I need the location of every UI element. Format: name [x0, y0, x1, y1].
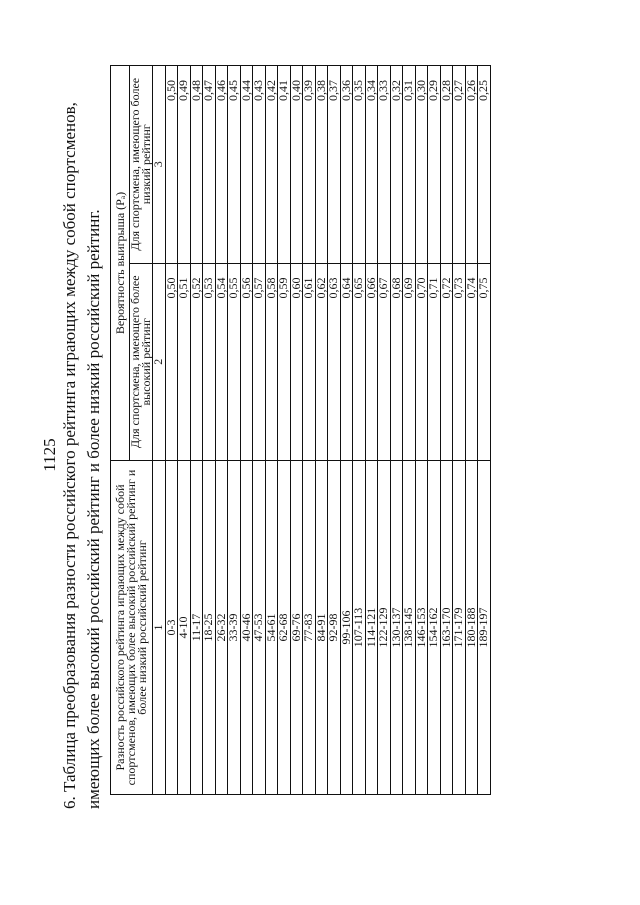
rating-difference-cell: 114-121	[365, 461, 378, 795]
table-row	[265, 66, 278, 795]
header-win-probability: Вероятность выигрыша (Pₐ)	[111, 66, 130, 461]
rating-difference-cell: 171-179	[453, 461, 466, 795]
table-row	[340, 66, 353, 795]
rating-difference-cell: 163-170	[440, 461, 453, 795]
rating-difference-cell: 18-25	[203, 461, 216, 795]
lower-rated-probability-cell: 0,45	[228, 66, 241, 264]
lower-rated-probability-cell: 0,40	[290, 66, 303, 264]
table-row	[378, 66, 391, 795]
table-row	[453, 66, 466, 795]
lower-rated-probability-cell: 0,37	[328, 66, 341, 264]
lower-rated-probability-cell: 0,29	[428, 66, 441, 264]
lower-rated-probability-cell: 0,44	[240, 66, 253, 264]
table-row	[215, 66, 228, 795]
table-row	[303, 66, 316, 795]
rating-difference-cell: 26-32	[215, 461, 228, 795]
lower-rated-probability-cell: 0,28	[440, 66, 453, 264]
table-body	[165, 66, 490, 795]
header-lower-rated: Для спортсмена, имеющего более низкий рейтинг	[130, 66, 153, 264]
higher-rated-probability-cell: 0,74	[465, 263, 478, 461]
lower-rated-probability-cell: 0,26	[465, 66, 478, 264]
rating-difference-cell: 40-46	[240, 461, 253, 795]
lower-rated-probability-cell: 0,39	[303, 66, 316, 264]
lower-rated-probability-cell: 0,46	[215, 66, 228, 264]
header-rating-difference: Разность российского рейтинга играющих между собой спортсменов, имеющих более высокий российский рейтинг и более низкий российский рейтинг	[111, 461, 153, 795]
table-title: 6. Таблица преобразования разности российского рейтинга играющих между собой спортсменов, имеющих более высокий российский рейтинг и более низкий российский рейтинг.	[60, 102, 103, 809]
higher-rated-probability-cell: 0,59	[278, 263, 291, 461]
table-row	[390, 66, 403, 795]
lower-rated-probability-cell: 0,30	[415, 66, 428, 264]
rating-difference-cell: 47-53	[253, 461, 266, 795]
higher-rated-probability-cell: 0,68	[390, 263, 403, 461]
higher-rated-probability-cell: 0,61	[303, 263, 316, 461]
lower-rated-probability-cell: 0,38	[315, 66, 328, 264]
higher-rated-probability-cell: 0,54	[215, 263, 228, 461]
higher-rated-probability-cell: 0,56	[240, 263, 253, 461]
rating-difference-cell: 84-91	[315, 461, 328, 795]
lower-rated-probability-cell: 0,27	[453, 66, 466, 264]
higher-rated-probability-cell: 0,72	[440, 263, 453, 461]
rating-difference-cell: 138-145	[403, 461, 416, 795]
lower-rated-probability-cell: 0,35	[353, 66, 366, 264]
page-number: 1125	[40, 438, 59, 472]
table-row	[465, 66, 478, 795]
table-row	[290, 66, 303, 795]
lower-rated-probability-cell: 0,36	[340, 66, 353, 264]
rating-difference-cell: 99-106	[340, 461, 353, 795]
rating-difference-cell: 11-17	[190, 461, 203, 795]
table-row	[365, 66, 378, 795]
table-row	[353, 66, 366, 795]
higher-rated-probability-cell: 0,75	[478, 263, 491, 461]
lower-rated-probability-cell: 0,50	[165, 66, 178, 264]
higher-rated-probability-cell: 0,67	[378, 263, 391, 461]
rating-difference-cell: 130-137	[390, 461, 403, 795]
table-row	[403, 66, 416, 795]
higher-rated-probability-cell: 0,55	[228, 263, 241, 461]
rating-difference-cell: 146-153	[415, 461, 428, 795]
higher-rated-probability-cell: 0,58	[265, 263, 278, 461]
lower-rated-probability-cell: 0,32	[390, 66, 403, 264]
rating-difference-cell: 180-188	[465, 461, 478, 795]
column-number-3: 3	[153, 66, 166, 264]
table-row	[203, 66, 216, 795]
rating-difference-cell: 62-68	[278, 461, 291, 795]
lower-rated-probability-cell: 0,42	[265, 66, 278, 264]
column-number-1: 1	[153, 461, 166, 795]
rating-difference-cell: 154-162	[428, 461, 441, 795]
higher-rated-probability-cell: 0,52	[190, 263, 203, 461]
table-row	[165, 66, 178, 795]
lower-rated-probability-cell: 0,25	[478, 66, 491, 264]
higher-rated-probability-cell: 0,71	[428, 263, 441, 461]
higher-rated-probability-cell: 0,66	[365, 263, 378, 461]
higher-rated-probability-cell: 0,65	[353, 263, 366, 461]
rating-difference-cell: 92-98	[328, 461, 341, 795]
higher-rated-probability-cell: 0,69	[403, 263, 416, 461]
lower-rated-probability-cell: 0,41	[278, 66, 291, 264]
rating-difference-cell: 33-39	[228, 461, 241, 795]
lower-rated-probability-cell: 0,33	[378, 66, 391, 264]
lower-rated-probability-cell: 0,49	[178, 66, 191, 264]
table-row	[228, 66, 241, 795]
table-row	[440, 66, 453, 795]
header-higher-rated: Для спортсмена, имеющего более высокий рейтинг	[130, 263, 153, 461]
table-row	[428, 66, 441, 795]
rating-difference-cell: 54-61	[265, 461, 278, 795]
table-row	[253, 66, 266, 795]
rating-difference-cell: 189-197	[478, 461, 491, 795]
higher-rated-probability-cell: 0,62	[315, 263, 328, 461]
lower-rated-probability-cell: 0,43	[253, 66, 266, 264]
lower-rated-probability-cell: 0,31	[403, 66, 416, 264]
higher-rated-probability-cell: 0,64	[340, 263, 353, 461]
lower-rated-probability-cell: 0,47	[203, 66, 216, 264]
higher-rated-probability-cell: 0,63	[328, 263, 341, 461]
rating-difference-cell: 107-113	[353, 461, 366, 795]
lower-rated-probability-cell: 0,34	[365, 66, 378, 264]
table-row	[478, 66, 491, 795]
rating-difference-cell: 77-83	[303, 461, 316, 795]
higher-rated-probability-cell: 0,60	[290, 263, 303, 461]
higher-rated-probability-cell: 0,51	[178, 263, 191, 461]
table-row	[315, 66, 328, 795]
higher-rated-probability-cell: 0,73	[453, 263, 466, 461]
higher-rated-probability-cell: 0,70	[415, 263, 428, 461]
table-row	[415, 66, 428, 795]
rating-difference-cell: 0-3	[165, 461, 178, 795]
table-row	[190, 66, 203, 795]
rating-conversion-table	[110, 65, 491, 795]
higher-rated-probability-cell: 0,50	[165, 263, 178, 461]
lower-rated-probability-cell: 0,48	[190, 66, 203, 264]
table-row	[328, 66, 341, 795]
rating-difference-cell: 69-76	[290, 461, 303, 795]
rating-difference-cell: 122-129	[378, 461, 391, 795]
table-row	[240, 66, 253, 795]
higher-rated-probability-cell: 0,57	[253, 263, 266, 461]
table-row	[278, 66, 291, 795]
column-number-2: 2	[153, 263, 166, 461]
rating-difference-cell: 4-10	[178, 461, 191, 795]
higher-rated-probability-cell: 0,53	[203, 263, 216, 461]
table-row	[178, 66, 191, 795]
